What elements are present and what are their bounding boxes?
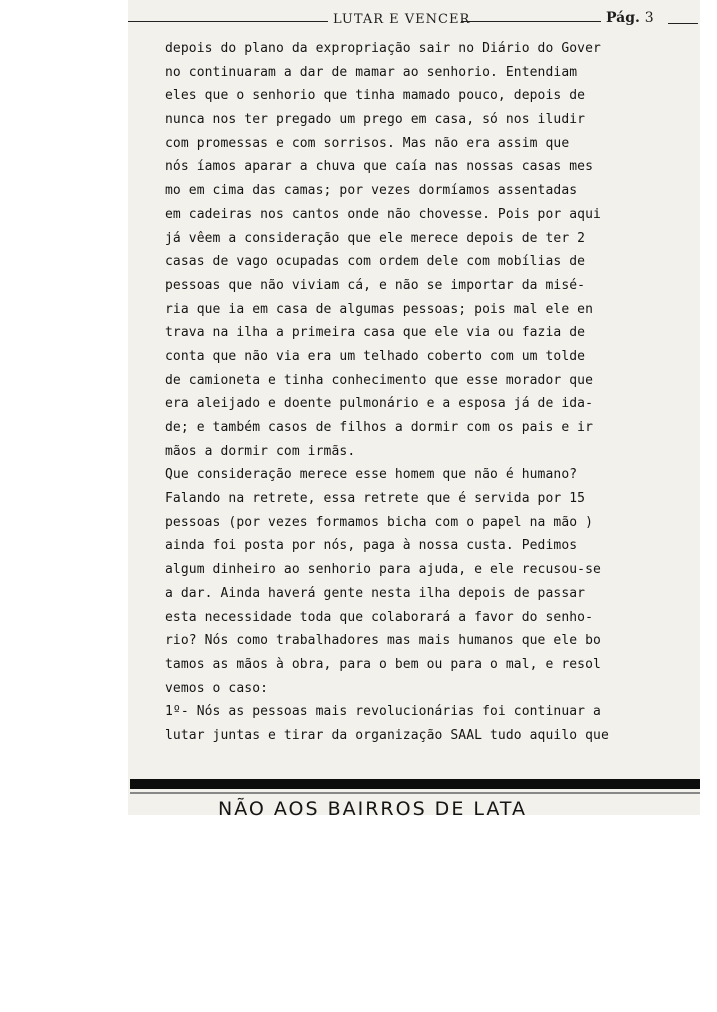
body-text — [165, 37, 690, 748]
text-line: com promessas e com sorrisos. Mas não era assim que — [165, 135, 570, 151]
text-line: pessoas que não viviam cá, e não se importar da misé- — [165, 277, 586, 293]
text-line: a dar. Ainda haverá gente nesta ilha depois de passar — [165, 585, 586, 601]
page-label — [606, 10, 654, 26]
text-line: já vêem a consideração que ele merece depois de ter 2 — [165, 230, 586, 246]
page-header — [128, 10, 700, 32]
text-line: eles que o senhorio que tinha mamado pouco, depois de — [165, 88, 586, 104]
text-line: ria que ia em casa de algumas pessoas; pois mal ele en — [165, 301, 594, 317]
text-line: casas de vago ocupadas com ordem dele com mobílias de — [165, 254, 586, 270]
header-rule-left — [128, 21, 328, 22]
footer-thin-rule — [130, 792, 700, 794]
page-number: 3 — [644, 10, 654, 26]
header-rule-right — [668, 23, 698, 24]
text-line: algum dinheiro ao senhorio para ajuda, e ele recusou-se — [165, 562, 601, 578]
text-line: era aleijado e doente pulmonário e a esposa já de ida- — [165, 396, 594, 412]
text-line: mãos a dormir com irmãs. — [165, 443, 356, 459]
text-line: rio? Nós como trabalhadores mas mais humanos que ele bo — [165, 633, 601, 649]
page-label-text: Pág. — [606, 10, 640, 26]
footer-black-bar — [130, 779, 700, 789]
text-line: trava na ilha a primeira casa que ele via ou fazia de — [165, 325, 586, 341]
text-line: conta que não via era um telhado coberto com um tolde — [165, 348, 586, 364]
page-margin — [0, 0, 128, 1012]
text-line: Falando na retrete, essa retrete que é servida por 15 — [165, 491, 586, 507]
text-line: depois do plano da expropriação sair no Diário do Gover — [165, 41, 601, 56]
header-title: LUTAR E VENCER — [333, 12, 471, 27]
text-line: de camioneta e tinha conhecimento que esse morador que — [165, 372, 594, 388]
text-line: ainda foi posta por nós, paga à nossa custa. Pedimos — [165, 538, 578, 554]
text-line: pessoas (por vezes formamos bicha com o papel na mão ) — [165, 514, 594, 530]
header-rule-middle — [461, 21, 601, 22]
text-line: mo em cima das camas; por vezes dormíamos assentadas — [165, 183, 578, 199]
text-line: 1º- Nós as pessoas mais revolucionárias foi continuar a — [165, 704, 601, 720]
text-line: de; e também casos de filhos a dormir com os pais e ir — [165, 420, 594, 435]
text-line: tamos as mãos à obra, para o bem ou para o mal, e resol — [165, 656, 601, 672]
text-line: Que consideração merece esse homem que não é humano? — [165, 467, 578, 483]
footer-slogan: NÃO AOS BAIRROS DE LATA — [218, 798, 528, 820]
text-line: vemos o caso: — [165, 680, 269, 696]
text-line: em cadeiras nos cantos onde não chovesse. Pois por aqui — [165, 206, 601, 222]
text-line: no continuaram a dar de mamar ao senhorio. Entendiam — [165, 64, 578, 80]
text-line: nós íamos aparar a chuva que caía nas nossas casas mes — [165, 159, 594, 175]
text-line: nunca nos ter pregado um prego em casa, só nos iludir — [165, 112, 586, 128]
text-line: lutar juntas e tirar da organização SAAL tudo aquilo que — [165, 727, 609, 743]
text-line: esta necessidade toda que colaborará a favor do senho- — [165, 609, 594, 625]
